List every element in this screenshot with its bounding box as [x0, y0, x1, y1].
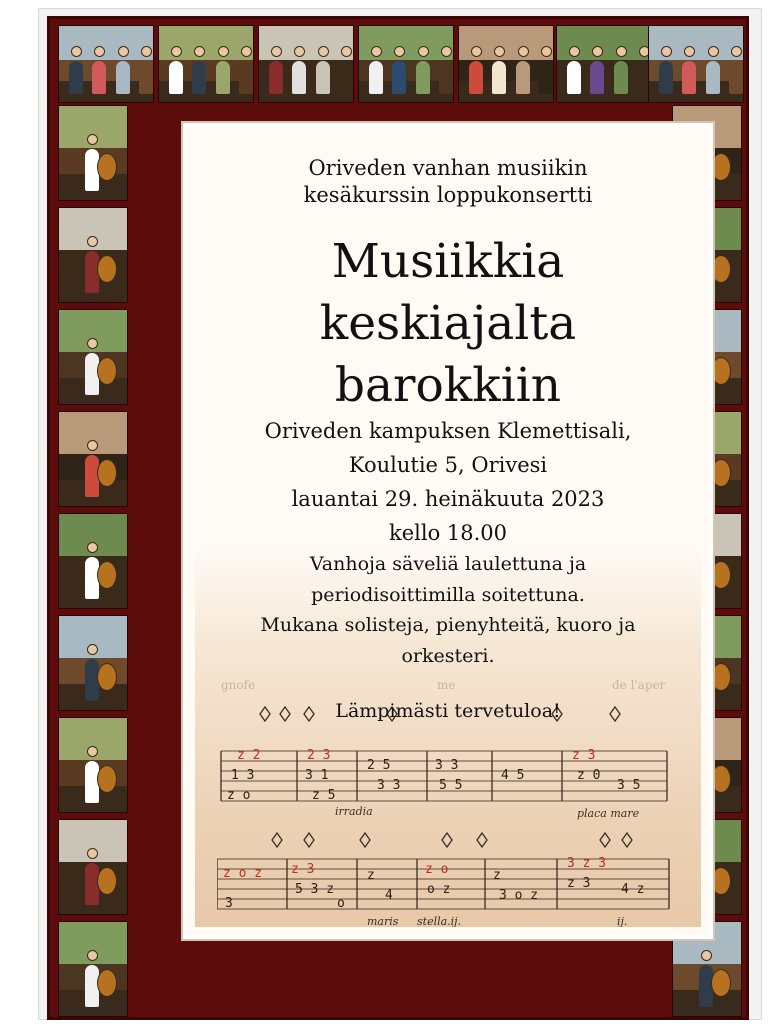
description-line: Mukana solisteja, pienyhteitä, kuoro ja	[260, 614, 636, 636]
date-line: lauantai 29. heinäkuuta 2023	[291, 487, 605, 511]
musician-photo	[158, 25, 254, 103]
svg-text:z 3: z 3	[567, 876, 591, 891]
svg-text:2 5: 2 5	[367, 758, 391, 773]
svg-text:o: o	[337, 896, 345, 911]
poster-text-panel	[183, 123, 713, 939]
musician-photo	[648, 25, 744, 103]
address-line: Koulutie 5, Orivesi	[348, 453, 548, 477]
musician-photo	[58, 819, 128, 915]
musician-photo	[58, 921, 128, 1017]
svg-text:z 2: z 2	[237, 748, 261, 763]
welcome-text: Lämpimästi tervetuloa!	[335, 700, 561, 722]
description-line: Vanhoja säveliä laulettuna ja	[309, 553, 587, 575]
musician-photo	[58, 615, 128, 711]
svg-text:3 5: 3 5	[617, 778, 641, 793]
sheet-lyric: placa mare	[577, 807, 640, 820]
svg-text:z: z	[493, 868, 501, 883]
svg-text:3 3: 3 3	[377, 778, 401, 793]
faint-lyric: de l'aper	[612, 678, 666, 692]
note-row-2	[272, 833, 632, 847]
svg-text:z o: z o	[425, 862, 449, 877]
musician-photo	[358, 25, 454, 103]
svg-text:z o z: z o z	[223, 866, 263, 881]
sheet-lyric: ij.	[617, 915, 628, 927]
time-line: kello 18.00	[388, 521, 508, 545]
musician-photo	[58, 25, 154, 103]
svg-text:z 0: z 0	[577, 768, 601, 783]
svg-text:3: 3	[225, 896, 233, 911]
musician-photo	[258, 25, 354, 103]
tab-staff-2	[217, 856, 669, 911]
musician-photo	[58, 411, 128, 507]
svg-text:3 o z: 3 o z	[499, 888, 539, 903]
title-line: keskiajalta	[319, 296, 577, 351]
title-line: barokkiin	[334, 358, 562, 413]
svg-text:3 1: 3 1	[305, 768, 329, 783]
svg-text:4 5: 4 5	[501, 768, 525, 783]
musician-photo	[58, 309, 128, 405]
venue-line: Oriveden kampuksen Klemettisali,	[264, 419, 632, 443]
musician-photo	[58, 105, 128, 201]
concert-subtitle	[187, 155, 709, 209]
svg-text:1 3: 1 3	[231, 768, 255, 783]
svg-text:4: 4	[385, 888, 393, 903]
svg-text:2 3: 2 3	[307, 748, 331, 763]
svg-text:z 3: z 3	[291, 862, 315, 877]
svg-text:4 z: 4 z	[621, 882, 645, 897]
description-line: periodisoittimilla soitettuna.	[311, 583, 585, 606]
concert-description	[187, 549, 709, 671]
concert-title	[187, 231, 709, 417]
svg-text:z o: z o	[227, 788, 251, 803]
svg-text:z 3: z 3	[572, 748, 596, 763]
svg-text:3 3: 3 3	[435, 758, 459, 773]
musician-photo	[458, 25, 554, 103]
subtitle-line: kesäkurssin loppukonsertti	[303, 183, 593, 207]
concert-details	[187, 414, 709, 550]
sheet-lyric: irradia	[335, 805, 373, 818]
svg-text:3 z 3: 3 z 3	[567, 856, 607, 871]
description-line: orkesteri.	[401, 644, 495, 667]
svg-text:o z: o z	[427, 882, 451, 897]
musician-photo	[58, 513, 128, 609]
sheet-lyric: stella.ij.	[417, 915, 462, 927]
svg-text:z 5: z 5	[312, 788, 336, 803]
musician-photo	[58, 207, 128, 303]
svg-text:5 5: 5 5	[439, 778, 463, 793]
sheet-lyric: maris	[367, 915, 399, 927]
musician-photo	[58, 717, 128, 813]
tab-staff-1	[221, 748, 667, 803]
svg-text:z: z	[367, 868, 375, 883]
subtitle-line: Oriveden vanhan musiikin	[308, 156, 588, 180]
svg-text:5 3 z: 5 3 z	[295, 882, 335, 897]
musician-photo	[556, 25, 652, 103]
concert-poster	[47, 16, 749, 1020]
faint-lyric: gnofe	[221, 678, 256, 692]
title-line: Musiikkia	[331, 234, 565, 289]
faint-lyric: me	[437, 678, 456, 692]
